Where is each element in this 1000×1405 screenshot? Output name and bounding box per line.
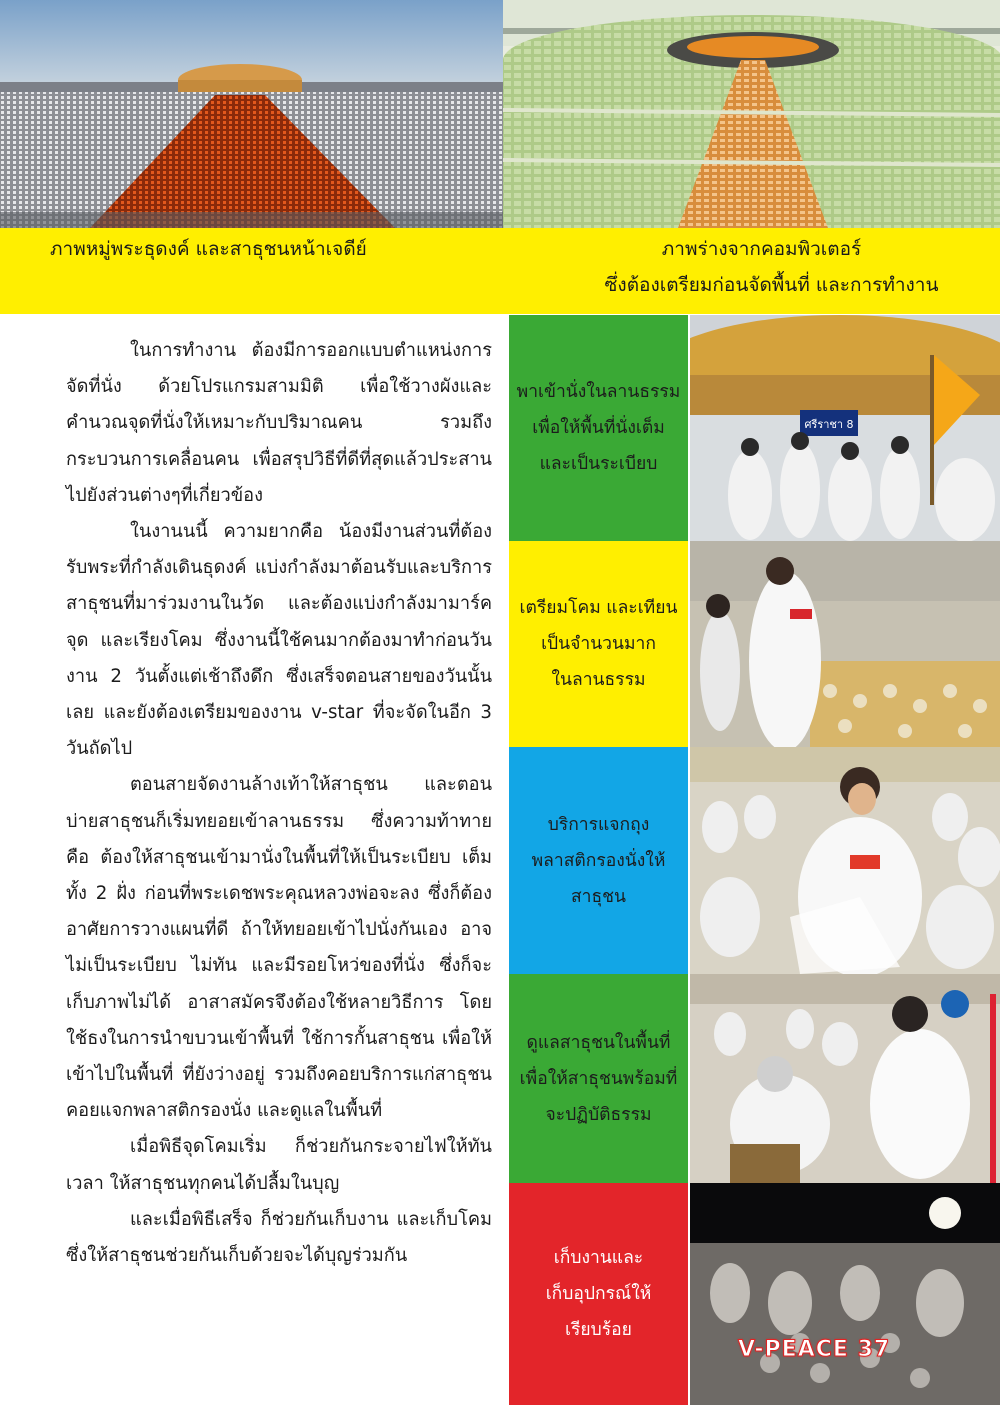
side-label-line: พลาสติกรองนั่งให้	[531, 850, 666, 871]
side-label-line: เรียบร้อย	[565, 1320, 632, 1340]
photo-guiding-to-seats	[690, 315, 1000, 541]
side-label-line: บริการแจกถุง	[547, 814, 650, 835]
photo-caring-devotees	[690, 974, 1000, 1183]
caption-right	[503, 228, 1000, 314]
side-label-line: สาธุชน	[570, 886, 627, 907]
side-label-care	[509, 974, 688, 1183]
side-label-line: พาเข้านั่งในลานธรรม	[516, 382, 681, 402]
flag-sign-text: ศรีราชา 8	[804, 418, 854, 431]
side-label-line: เป็นจำนวนมาก	[541, 634, 656, 654]
side-label-seating	[509, 315, 688, 541]
paragraph: ตอนสายจัดงานล้างเท้าให้สาธุชน และตอนบ่ายสาธุชนก็เริ่มทยอยเข้าลานธรรม ซึ่งความท้าทายคือ ต้องให้สาธุชนเข้ามานั่งในพื้นที่ให้เป็นระเบียบ เต็มทั้ง 2 ฝั่ง ก่อนที่พระเดชพระคุณหลวงพ่อจะลง ซึ่งก็ต้องอาศัยการวางแผนที่ดี ถ้าให้ทยอยเข้าไปนั่งกันเอง อาจไม่เป็นระเบียบ ไม่ทัน และมีรอยโหว่ของที่นั่ง ซึ่งก็จะเก็บภาพไม่ได้ อาสาสมัครจึงต้องใช้หลายวิธีการ โดยใช้ธงในการนำขบวนเข้าพื้นที่ ใช้การกั้นสาธุชน เพื่อให้เข้าไปในพื้นที่ ที่ยังว่างอยู่ รวมถึงคอยบริการแก่สาธุชน คอยแจกพลาสติกรองนั่ง และดูแลในพื้นที่	[66, 774, 492, 1122]
side-label-line: เพื่อให้พื้นที่นั่งเต็ม	[532, 418, 665, 438]
caption-left	[0, 228, 503, 314]
paragraph: ในงานนนี้ ความยากคือ น้องมีงานส่วนที่ต้องรับพระที่กำลังเดินธุดงค์ แบ่งกำลังมาต้อนรับและบริการสาธุชนที่มาร่วมงานในวัด และต้องแบ่งกำลังมามาร์คจุด และเรียงโคม ซึ่งงานนี้ใช้คนมากต้องมาทำก่อนวันงาน 2 วันตั้งแต่เช้าถึงดึก ซึ่งเสร็จตอนสายของวันนั้นเลย และยังต้องเตรียมของงาน v-star ที่จะจัดในอีก 3 วันถัดไป	[66, 521, 492, 760]
side-label-cleanup	[509, 1183, 688, 1405]
photo-monks-and-devotees	[0, 0, 503, 228]
side-label-line: เพื่อให้สาธุชนพร้อมที่	[519, 1068, 678, 1089]
article-body	[66, 333, 492, 1274]
paragraph: เมื่อพิธีจุดโคมเริ่ม ก็ช่วยกันกระจายไฟให้ทันเวลา ให้สาธุชนทุกคนได้ปลื้มในบุญ	[66, 1136, 492, 1194]
photo-giving-plastic	[690, 747, 1000, 974]
page-number: V-PEACE 37	[738, 1337, 891, 1362]
side-label-line: เตรียมโคม และเทียน	[519, 598, 678, 618]
side-label-plastic-bags	[509, 747, 688, 974]
photo-preparing-lanterns	[690, 541, 1000, 747]
side-label-line: เก็บอุปกรณ์ให้	[545, 1284, 652, 1304]
side-label-line: ดูแลสาธุชนในพื้นที่	[526, 1032, 671, 1053]
side-label-lanterns	[509, 541, 688, 747]
caption-right-line1: ภาพร่างจากคอมพิวเตอร์	[661, 238, 862, 260]
photo-computer-rendering	[503, 0, 1000, 228]
side-label-line: และเป็นระเบียบ	[539, 454, 658, 474]
side-label-line: จะปฏิบัติธรรม	[545, 1104, 652, 1125]
caption-right-line2: ซึ่งต้องเตรียมก่อนจัดพื้นที่ และการทำงาน	[604, 274, 939, 296]
paragraph: ในการทำงาน ต้องมีการออกแบบตำแหน่งการจัดที่นั่ง ด้วยโปรแกรมสามมิติ เพื่อใช้วางผังและคำนวณจุดที่นั่งให้เหมาะกับปริมาณคน รวมถึงกระบวนการเคลื่อนคน เพื่อสรุปวิธีที่ดีที่สุดแล้วประสานไปยังส่วนต่างๆที่เกี่ยวข้อง	[66, 340, 492, 506]
paragraph: และเมื่อพิธีเสร็จ ก็ช่วยกันเก็บงาน และเก็บโคม ซึ่งให้สาธุชนช่วยกันเก็บด้วยจะได้บุญร่วมกัน	[66, 1208, 492, 1267]
side-label-line: ในลานธรรม	[551, 670, 646, 690]
side-label-line: เก็บงานและ	[553, 1248, 644, 1268]
photo-cleanup	[690, 1183, 1000, 1405]
caption-left-text: ภาพหมู่พระธุดงค์ และสาธุชนหน้าเจดีย์	[50, 238, 367, 260]
